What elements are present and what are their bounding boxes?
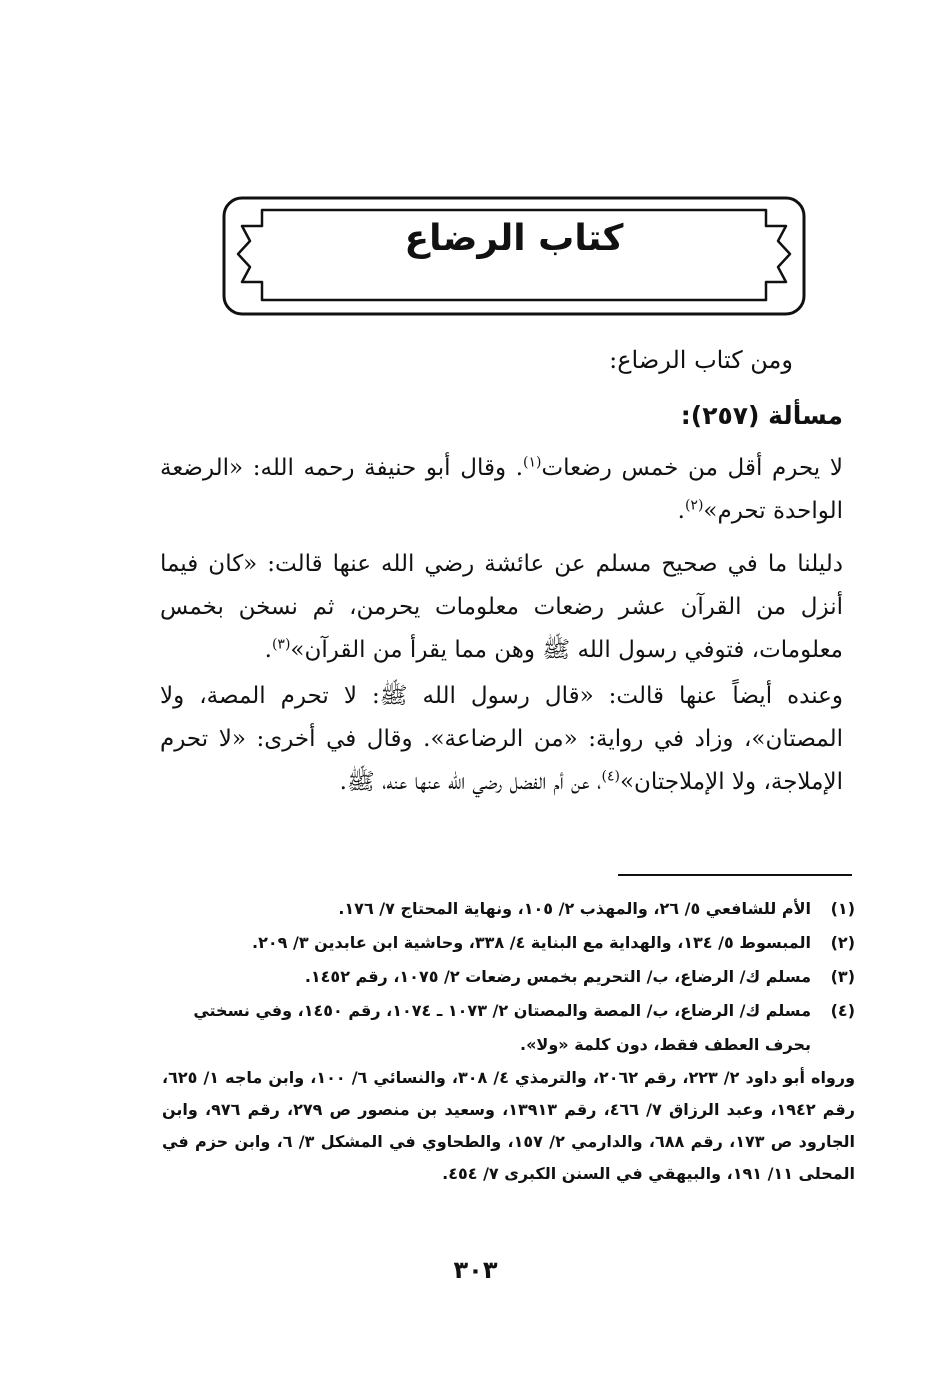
chapter-title: كتاب الرضاع [404, 218, 624, 259]
footnote-ref: (٤) [601, 768, 620, 785]
paragraph-1 [160, 447, 843, 533]
paragraph-text: دليلنا ما في صحيح مسلم عن عائشة رضي الله عنها قالت: «كان فيما أنزل من القرآن عشر رضعات معلومات يحرمن، ثم نسخن بخمس معلومات، فتوفي رسول الله ﷺ وهن مما يقرأ من القرآن» [160, 551, 843, 663]
footnote-number: (٢) [830, 933, 855, 952]
footnote-text: مسلم ك/ الرضاع، ب/ المصة والمصتان ٢/ ١٠٧٣ ـ ١٠٧٤، رقم ١٤٥٠، وفي نسختي بحرف العطف فقط، دون كلمة «ولا». [193, 1001, 811, 1054]
paragraph-text: وعنده أيضاً عنها قالت: «قال رسول الله ﷺ: لا تحرم المصة، ولا المصتان»، وزاد في رواية: «من الرضاعة». وقال في أخرى: «لا تحرم الإملاجة، ولا الإملاجتان» [160, 683, 843, 795]
footnote-text: الأم للشافعي ٥/ ٢٦، والمهذب ٢/ ١٠٥، ونهاية المحتاج ٧/ ١٧٦. [338, 899, 811, 918]
paragraph-text: . [264, 637, 272, 663]
footnote-item [162, 994, 855, 1062]
paragraph-text: ، عن أم الفضل رضي الله عنها عنه، ﷺ. [339, 769, 602, 795]
intro-line: ومن كتاب الرضاع: [609, 346, 793, 374]
paragraph-text: . [677, 498, 685, 524]
footnote-text: مسلم ك/ الرضاع، ب/ التحريم بخمس رضعات ٢/ ١٠٧٥، رقم ١٤٥٢. [304, 967, 811, 986]
issue-heading: مسألة (٢٥٧): [680, 401, 843, 430]
paragraph-text: لا يحرم أقل من خمس رضعات [541, 455, 843, 481]
footnote-number: (٣) [830, 967, 855, 986]
paragraph-text: . وقال أبو حنيفة رحمه الله: «الرضعة الواحدة تحرم» [160, 455, 843, 524]
footnote-ref: (٢) [684, 497, 704, 514]
footnote-ref: (١) [523, 454, 542, 471]
footnote-text: المبسوط ٥/ ١٣٤، والهداية مع البناية ٤/ ٣٣٨، وحاشية ابن عابدين ٣/ ٢٠٩. [252, 933, 811, 952]
footnote-number: (١) [830, 899, 855, 918]
footnote-item [162, 926, 855, 960]
footnote-ref: (٣) [271, 636, 291, 653]
footnotes [162, 892, 855, 1190]
paragraph-2 [160, 543, 843, 672]
page-number: ٣٠٣ [453, 1256, 498, 1284]
footnote-item [162, 960, 855, 994]
paragraph-3 [160, 675, 843, 804]
footnote-number: (٤) [830, 1001, 855, 1020]
chapter-title-frame [222, 196, 806, 316]
footnote-continuation: ورواه أبو داود ٢/ ٢٢٣، رقم ٢٠٦٢، والترمذي ٤/ ٣٠٨، والنسائي ٦/ ١٠٠، وابن ماجه ١/ ٦٢٥، رقم ١٩٤٢، وعبد الرزاق ٧/ ٤٦٦، رقم ١٣٩١٣، وسعيد بن منصور ص ٢٧٩، رقم ٩٧٦، وابن الجارود ص ١٧٣، رقم ٦٨٨، والدارمي ٢/ ١٥٧، والطحاوي في المشكل ٣/ ٦، وابن حزم في المحلى ١١/ ١٩١، والبيهقي في السنن الكبرى ٧/ ٤٥٤. [162, 1068, 856, 1183]
footnote-item [162, 892, 855, 926]
footnote-divider [618, 874, 852, 876]
